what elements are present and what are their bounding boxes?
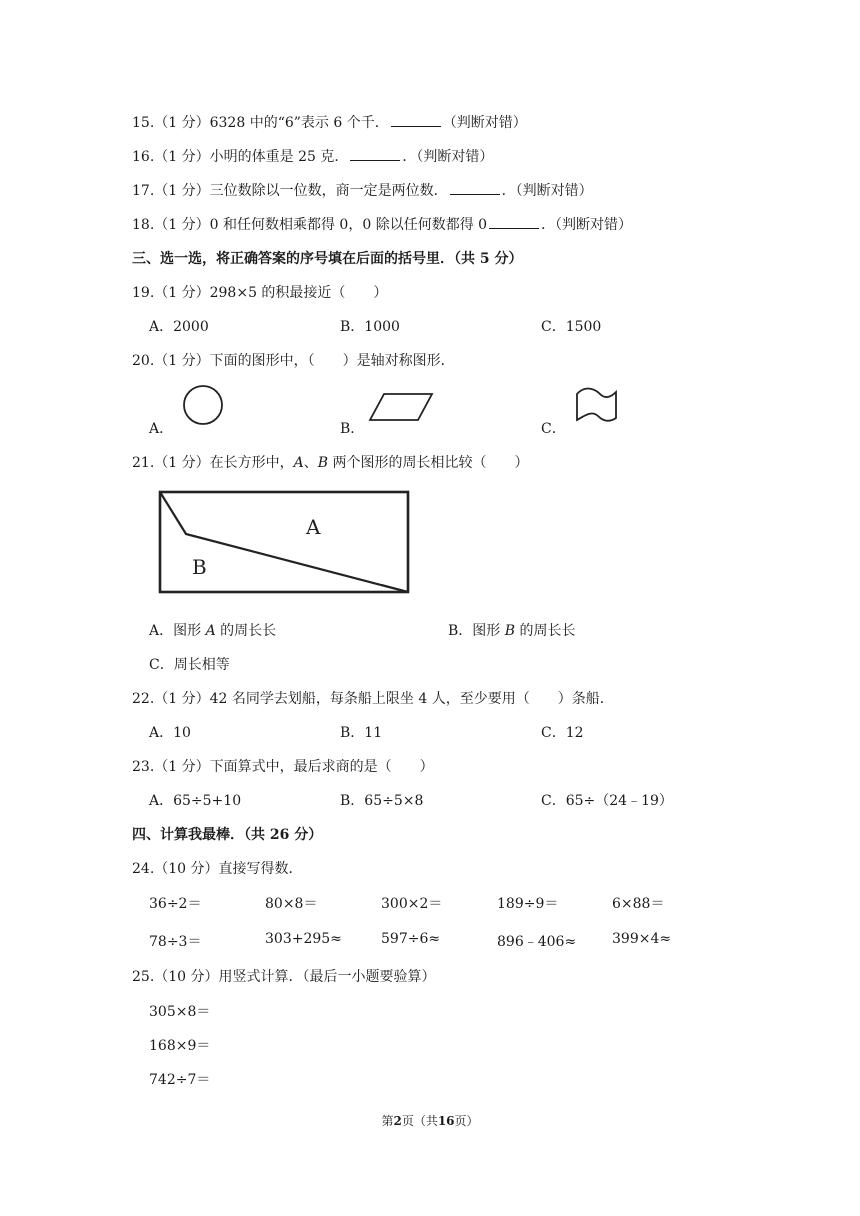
vertical-calc-item: 305×8＝: [149, 1004, 211, 1020]
footer-text: 页）: [454, 1114, 479, 1128]
question-suffix: 两个图形的周长相比较（ ）: [328, 455, 529, 471]
shape-b-label: B: [317, 455, 329, 471]
option-text: 的周长长: [215, 623, 277, 639]
option-shape-name: A: [205, 623, 216, 639]
question-17: [132, 180, 593, 200]
question-21: [132, 452, 529, 472]
vertical-calc-item: 742÷7＝: [149, 1072, 211, 1088]
answer-blank[interactable]: [350, 146, 400, 161]
question-suffix: （判断对错）: [442, 115, 527, 131]
calc-item: 80×8＝: [265, 896, 318, 912]
page-number: 2: [393, 1114, 402, 1128]
option-text: 的周长长: [515, 623, 576, 639]
calc-item: 303+295≈: [265, 931, 342, 947]
calc-item: 189÷9＝: [497, 896, 559, 912]
question-15: [132, 112, 527, 132]
calc-item: 78÷3＝: [149, 934, 202, 950]
question-25: 25.（10 分）用竖式计算．（最后一小题要验算）: [132, 969, 436, 985]
option-b[interactable]: B．: [340, 421, 365, 437]
answer-blank[interactable]: [450, 180, 500, 195]
question-suffix: ．（判断对错）: [402, 149, 494, 165]
option-a[interactable]: A．: [149, 421, 174, 437]
option-a[interactable]: A．65÷5+10: [149, 793, 242, 809]
question-18: [132, 214, 632, 234]
question-text: 18.（1 分）0 和任何数相乘都得 0，0 除以任何数都得 0: [132, 217, 488, 233]
option-b[interactable]: B．11: [340, 725, 383, 741]
answer-blank[interactable]: [391, 112, 441, 127]
option-c[interactable]: C．12: [541, 725, 584, 741]
option-b[interactable]: B．65÷5×8: [340, 793, 424, 809]
question-23: 23.（1 分）下面算式中，最后求商的是（ ）: [132, 759, 434, 775]
option-c[interactable]: C．周长相等: [149, 657, 230, 673]
question-19: 19.（1 分）298×5 的积最接近（ ）: [132, 285, 388, 301]
option-b[interactable]: B．1000: [340, 319, 400, 335]
calc-item: 597÷6≈: [381, 931, 441, 947]
calc-item: 300×2＝: [381, 896, 443, 912]
calc-item: 399×4≈: [612, 931, 672, 947]
option-b[interactable]: [448, 620, 576, 640]
parallelogram-shape: [368, 392, 436, 424]
circle-shape: [182, 384, 226, 428]
footer-text: 页（共: [401, 1114, 438, 1128]
question-text: 15.（1 分）6328 中的“6”表示 6 个千．: [132, 115, 389, 131]
option-a[interactable]: A．10: [149, 725, 191, 741]
question-22: 22.（1 分）42 名同学去划船，每条船上限坐 4 人，至少要用（ ）条船．: [132, 691, 614, 707]
separator: 、: [303, 455, 318, 471]
vertical-calc-item: 168×9＝: [149, 1038, 211, 1054]
question-text: 21.（1 分）在长方形中，: [132, 455, 294, 471]
footer-text: 第: [381, 1114, 394, 1128]
option-c[interactable]: C．: [541, 421, 566, 437]
question-text: 17.（1 分）三位数除以一位数，商一定是两位数．: [132, 183, 448, 199]
figure-label-a: A: [306, 515, 321, 539]
wavy-flag-shape: [574, 386, 620, 426]
question-20: 20.（1 分）下面的图形中，（ ）是轴对称图形．: [132, 353, 455, 369]
question-16: [132, 146, 493, 166]
question-text: 16.（1 分）小明的体重是 25 克．: [132, 149, 349, 165]
calc-item: 896﹣406≈: [497, 934, 577, 950]
figure-label-b: B: [192, 555, 207, 579]
total-pages: 16: [437, 1114, 455, 1128]
option-text: B．图形: [448, 623, 505, 639]
option-shape-name: B: [504, 623, 516, 639]
option-a[interactable]: A．2000: [149, 319, 209, 335]
question-suffix: ．（判断对错）: [541, 217, 633, 233]
option-text: A．图形: [149, 623, 206, 639]
calc-item: 36÷2＝: [149, 896, 202, 912]
section-heading-4: 四、计算我最棒．（共 26 分）: [132, 827, 323, 843]
option-c[interactable]: C．65÷（24﹣19）: [541, 793, 673, 809]
shape-a-label: A: [293, 455, 304, 471]
option-c[interactable]: C．1500: [541, 319, 602, 335]
option-a[interactable]: [149, 620, 276, 640]
rectangle-diagram: [156, 488, 412, 596]
calc-item: 6×88＝: [612, 896, 665, 912]
question-suffix: ．（判断对错）: [501, 183, 593, 199]
section-heading-3: 三、选一选，将正确答案的序号填在后面的括号里．（共 5 分）: [132, 251, 523, 267]
question-24: 24.（10 分）直接写得数．: [132, 861, 303, 877]
answer-blank[interactable]: [489, 214, 539, 229]
page-footer: [0, 1112, 860, 1129]
